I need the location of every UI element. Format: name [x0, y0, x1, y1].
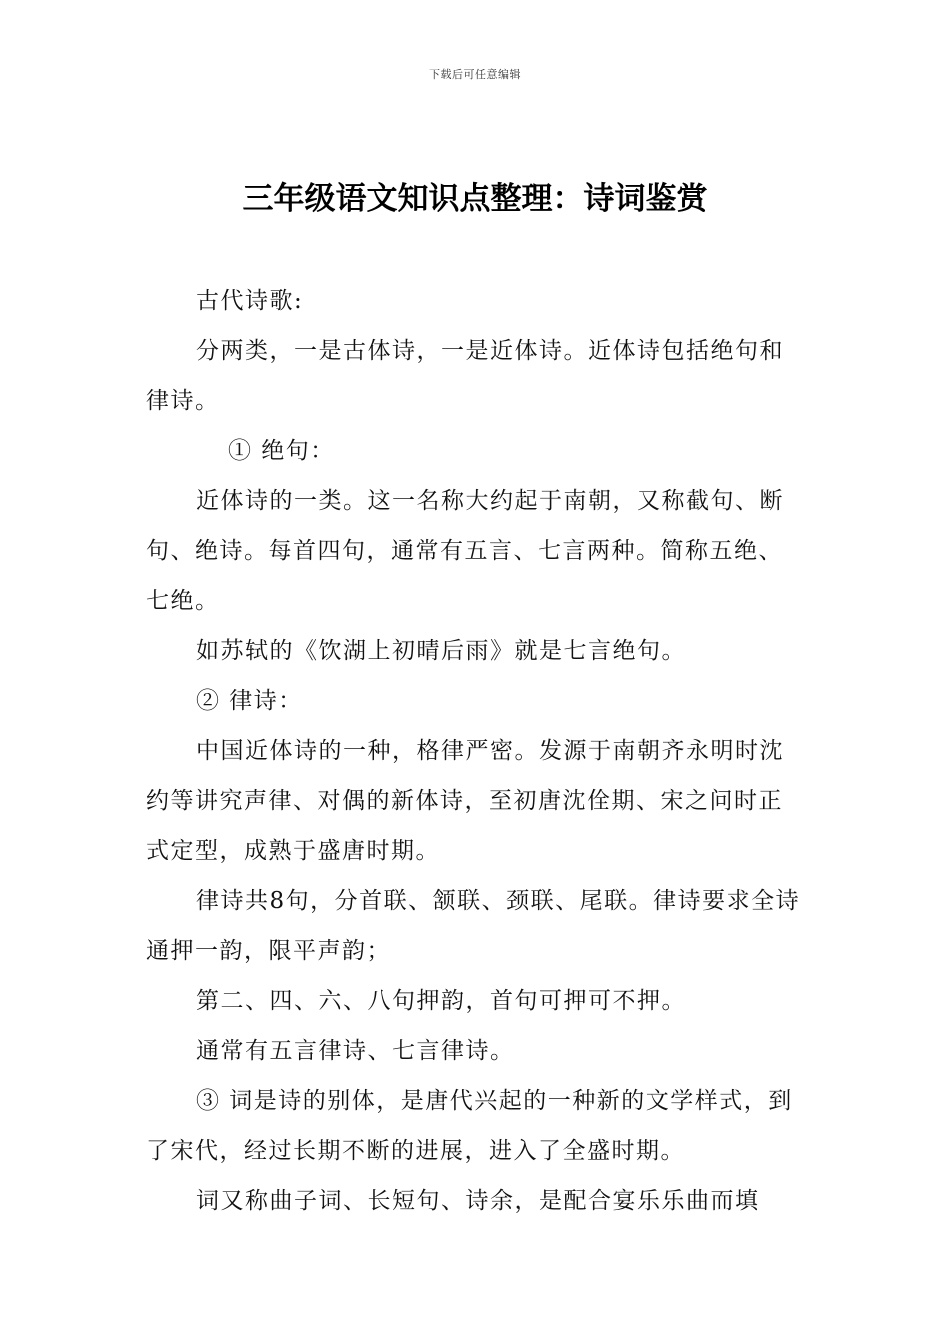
- paragraph-jueju-example: 如苏轼的《饮湖上初晴后雨》就是七言绝句。: [196, 638, 686, 664]
- page-header: 下载后可任意编辑: [429, 68, 521, 81]
- document-title: 三年级语文知识点整理：诗词鉴赏: [242, 181, 708, 217]
- heading-jueju: ① 绝句：: [228, 438, 335, 464]
- paragraph-lushi-definition: 中国近体诗的一种，格律严密。发源于南朝齐永明时沈约等讲究声律、对偶的新体诗，至初唐沈佺期、宋之问时正式定型，成熟于盛唐时期。: [146, 738, 784, 864]
- paragraph-ancient-poetry: 古代诗歌:: [196, 288, 304, 314]
- heading-lushi: ② 律诗：: [196, 688, 303, 714]
- paragraph-ci-definition: ③ 词是诗的别体，是唐代兴起的一种新的文学样式，到了宋代，经过长期不断的进展，进入了全盛时期。: [146, 1088, 793, 1164]
- paragraph-jueju-definition: 近体诗的一类。这一名称大约起于南朝，又称截句、断句、绝诗。每首四句，通常有五言、七言两种。简称五绝、七绝。: [146, 488, 784, 614]
- paragraph-lushi-forms: 通常有五言律诗、七言律诗。: [196, 1038, 515, 1064]
- paragraph-lushi-rhyme: 第二、四、六、八句押韵，首句可押可不押。: [196, 988, 686, 1014]
- paragraph-two-types: 分两类，一是古体诗，一是近体诗。近体诗包括绝句和律诗。: [146, 338, 784, 414]
- paragraph-ci-names: 词又称曲子词、长短句、诗余，是配合宴乐乐曲而填: [196, 1188, 760, 1214]
- document-body: [146, 276, 806, 1226]
- paragraph-lushi-structure: 律诗共8句，分首联、颔联、颈联、尾联。律诗要求全诗通押一韵，限平声韵；: [146, 888, 801, 964]
